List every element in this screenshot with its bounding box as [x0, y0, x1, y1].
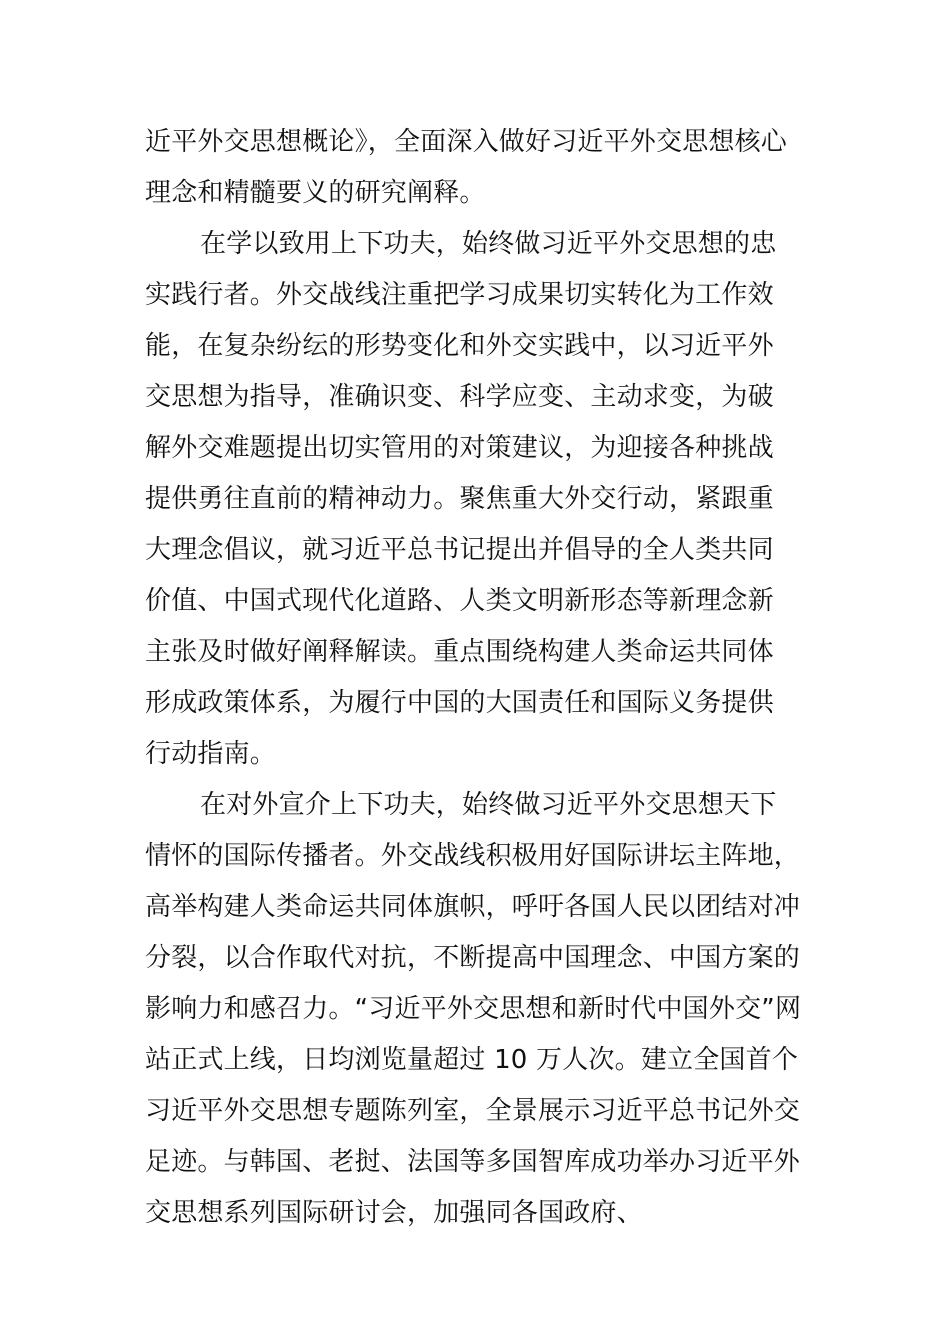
text-line: 足迹。与韩国、老挝、法国等多国智库成功举办习近平外: [145, 1147, 801, 1177]
text-line: 理念和精髓要义的研究阐释。: [145, 178, 486, 208]
text-line: 分裂，以合作取代对抗，不断提高中国理念、中国方案的: [145, 943, 801, 973]
text-line: 习近平外交思想专题陈列室，全景展示习近平总书记外交: [145, 1096, 801, 1126]
text-line: 交思想为指导，准确识变、科学应变、主动求变，为破: [145, 382, 774, 412]
text-line: 站正式上线，日均浏览量超过 10 万人次。建立全国首个: [145, 1045, 799, 1075]
text-line: 高举构建人类命运共同体旗帜，呼吁各国人民以团结对冲: [145, 892, 801, 922]
text-line: 提供勇往直前的精神动力。聚焦重大外交行动，紧跟重: [145, 484, 774, 514]
text-line: 近平外交思想概论》，全面深入做好习近平外交思想核心: [145, 127, 788, 157]
text-line: 大理念倡议，就习近平总书记提出并倡导的全人类共同: [145, 535, 774, 565]
text-line: 主张及时做好阐释解读。重点围绕构建人类命运共同体: [145, 637, 774, 667]
text-line: 实践行者。外交战线注重把学习成果切实转化为工作效: [145, 280, 774, 310]
text-line: 交思想系列国际研讨会，加强同各国政府、: [145, 1198, 643, 1228]
paragraph-start-line: 在对外宣介上下功夫，始终做习近平外交思想天下: [200, 790, 777, 820]
text-line: 价值、中国式现代化道路、人类文明新形态等新理念新: [145, 586, 774, 616]
paragraph-start-line: 在学以致用上下功夫，始终做习近平外交思想的忠: [200, 229, 777, 259]
text-line: 能，在复杂纷纭的形势变化和外交实践中，以习近平外: [145, 331, 774, 361]
text-line: 情怀的国际传播者。外交战线积极用好国际讲坛主阵地，: [145, 841, 801, 871]
text-line: 影响力和感召力。“习近平外交思想和新时代中国外交”网: [145, 994, 802, 1024]
text-line: 行动指南。: [145, 739, 277, 769]
text-line: 形成政策体系，为履行中国的大国责任和国际义务提供: [145, 688, 774, 718]
text-line: 解外交难题提出切实管用的对策建议，为迎接各种挑战: [145, 433, 774, 463]
